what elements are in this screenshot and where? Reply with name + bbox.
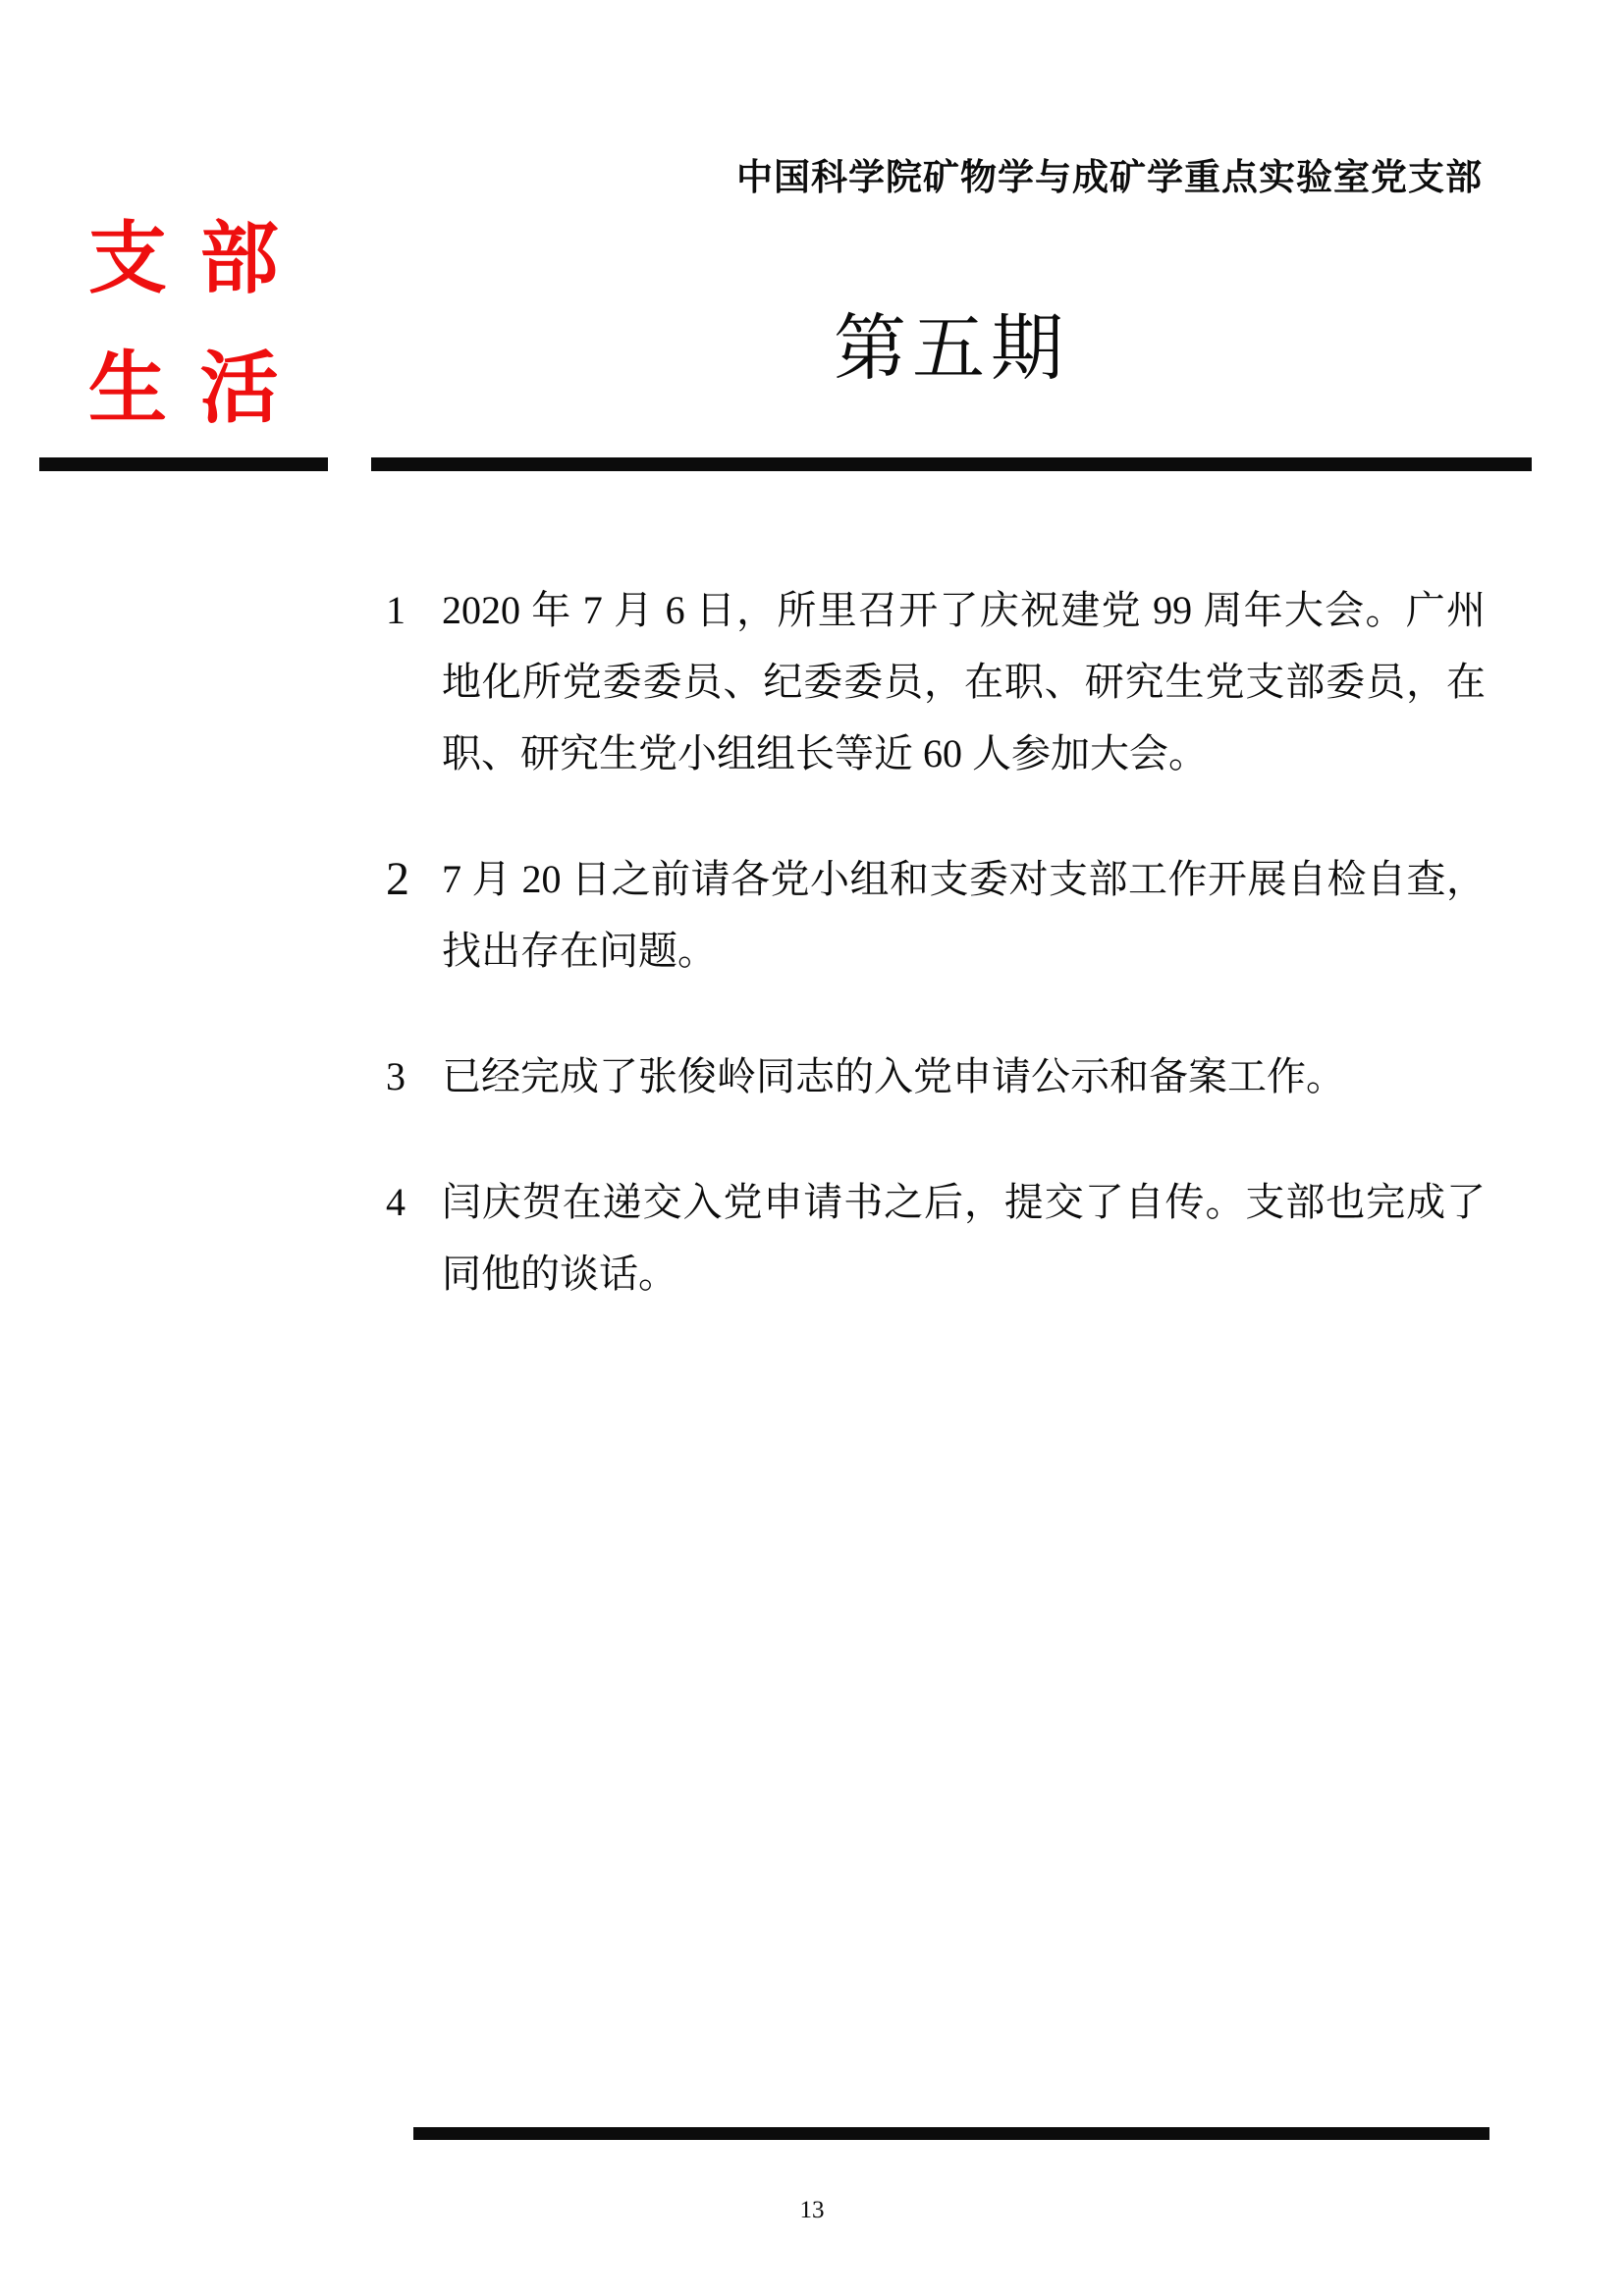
item-number: 1: [386, 588, 406, 632]
item-text: 已经完成了张俊岭同志的入党申请公示和备案工作。: [442, 1054, 1345, 1098]
list-item: [386, 843, 1486, 987]
list-item: [386, 1166, 1486, 1309]
item-text: 7 月 20 日之前请各党小组和支委对支部工作开展自检自查，找出存在问题。: [442, 857, 1486, 973]
masthead-line-2: 生活: [88, 345, 312, 432]
page-number: 13: [799, 2197, 825, 2223]
item-text: 闫庆贺在递交入党申请书之后，提交了自传。支部也完成了同他的谈话。: [442, 1180, 1486, 1296]
organization-header: 中国科学院矿物学与成矿学重点实验室党支部: [736, 157, 1483, 197]
item-number: 3: [386, 1054, 406, 1098]
list-item: [386, 574, 1486, 789]
masthead-rule: [39, 457, 328, 471]
footer-rule: [413, 2127, 1489, 2140]
masthead: [88, 194, 311, 454]
news-list: [386, 574, 1486, 1363]
item-number: 4: [386, 1180, 406, 1224]
item-text: 2020 年 7 月 6 日，所里召开了庆祝建党 99 周年大会。广州地化所党委委员、纪委委员，在职、研究生党支部委员，在职、研究生党小组组长等近 60 人参加大会。: [442, 588, 1486, 775]
title-rule: [371, 457, 1532, 471]
item-number: 2: [386, 853, 409, 905]
masthead-line-1: 支部: [88, 215, 312, 302]
issue-title: 第五期: [834, 307, 1069, 389]
list-item: [386, 1041, 1486, 1112]
